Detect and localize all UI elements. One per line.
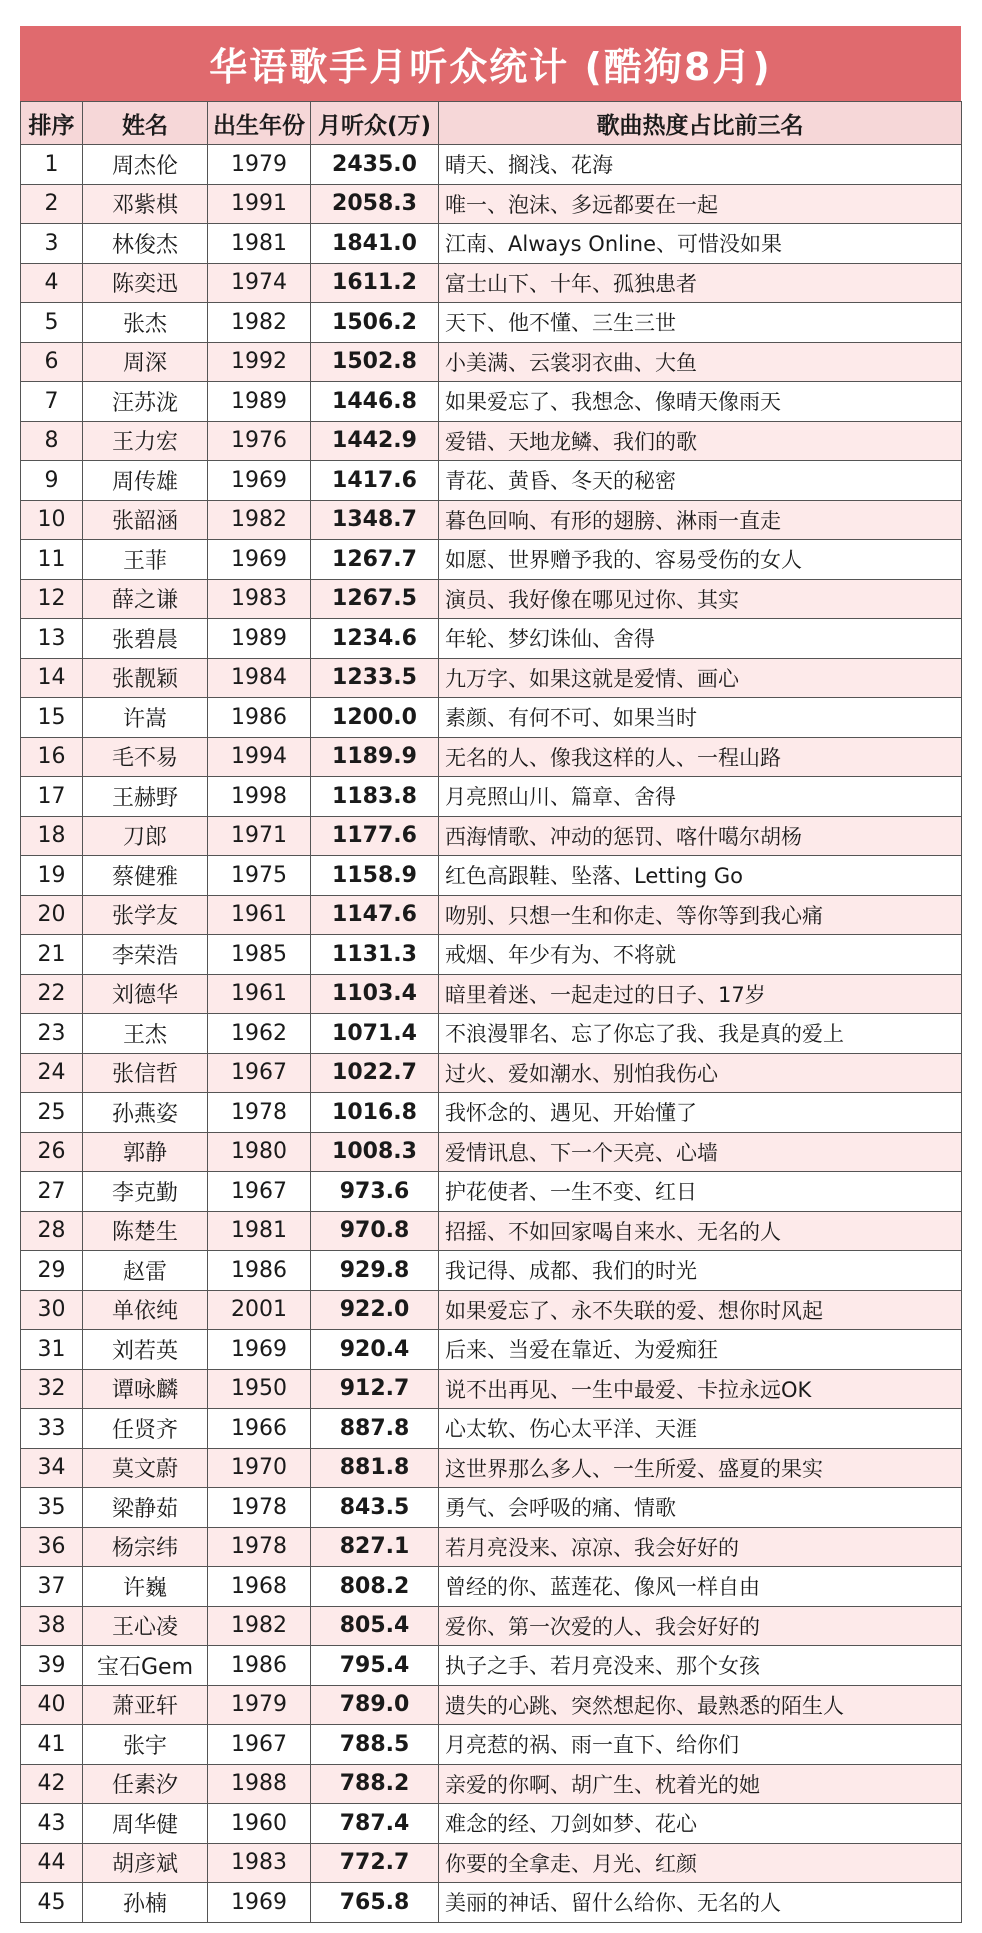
rank-cell: 19: [21, 856, 83, 896]
top-songs-cell: 西海情歌、冲动的惩罚、喀什噶尔胡杨: [439, 816, 962, 856]
birth-year-cell: 1994: [208, 737, 311, 777]
table-row: [21, 1251, 962, 1291]
birth-year-cell: 1967: [208, 1725, 311, 1765]
listeners-cell: 881.8: [311, 1448, 439, 1488]
birth-year-cell: 1988: [208, 1764, 311, 1804]
listeners-cell: 1267.7: [311, 540, 439, 580]
top-songs-cell: 爱你、第一次爱的人、我会好好的: [439, 1606, 962, 1646]
listeners-cell: 970.8: [311, 1211, 439, 1251]
top-songs-cell: 过火、爱如潮水、别怕我伤心: [439, 1053, 962, 1093]
table-row: [21, 1014, 962, 1054]
rank-cell: 37: [21, 1567, 83, 1607]
table-row: [21, 184, 962, 224]
birth-year-cell: 1967: [208, 1172, 311, 1212]
top-songs-cell: 招摇、不如回家喝自来水、无名的人: [439, 1211, 962, 1251]
top-songs-cell: 爱情讯息、下一个天亮、心墙: [439, 1132, 962, 1172]
rank-cell: 14: [21, 658, 83, 698]
name-cell: 张靓颖: [83, 658, 208, 698]
header-birth-year: 出生年份: [208, 102, 311, 145]
listeners-table: [20, 101, 962, 1923]
top-songs-cell: 青花、黄昏、冬天的秘密: [439, 461, 962, 501]
top-songs-cell: 如果爱忘了、永不失联的爱、想你时风起: [439, 1290, 962, 1330]
rank-cell: 11: [21, 540, 83, 580]
birth-year-cell: 1998: [208, 777, 311, 817]
birth-year-cell: 1969: [208, 540, 311, 580]
rank-cell: 31: [21, 1330, 83, 1370]
table-row: [21, 1409, 962, 1449]
name-cell: 张宇: [83, 1725, 208, 1765]
table-row: [21, 342, 962, 382]
top-songs-cell: 月亮惹的祸、雨一直下、给你们: [439, 1725, 962, 1765]
rank-cell: 42: [21, 1764, 83, 1804]
birth-year-cell: 1991: [208, 184, 311, 224]
table-row: [21, 737, 962, 777]
table-row: [21, 1764, 962, 1804]
birth-year-cell: 1984: [208, 658, 311, 698]
name-cell: 王力宏: [83, 421, 208, 461]
table-row: [21, 1211, 962, 1251]
top-songs-cell: 你要的全拿走、月光、红颜: [439, 1843, 962, 1883]
name-cell: 任素汐: [83, 1764, 208, 1804]
table-row: [21, 224, 962, 264]
birth-year-cell: 1992: [208, 342, 311, 382]
table-row: [21, 1843, 962, 1883]
listeners-cell: 1008.3: [311, 1132, 439, 1172]
rank-cell: 24: [21, 1053, 83, 1093]
name-cell: 许巍: [83, 1567, 208, 1607]
name-cell: 陈楚生: [83, 1211, 208, 1251]
birth-year-cell: 1974: [208, 263, 311, 303]
table-row: [21, 1804, 962, 1844]
rank-cell: 10: [21, 500, 83, 540]
name-cell: 周杰伦: [83, 145, 208, 185]
rank-cell: 25: [21, 1093, 83, 1133]
header-monthly-listeners: 月听众(万): [311, 102, 439, 145]
listeners-cell: 1103.4: [311, 974, 439, 1014]
name-cell: 周华健: [83, 1804, 208, 1844]
table-row: [21, 856, 962, 896]
rank-cell: 16: [21, 737, 83, 777]
listeners-cell: 922.0: [311, 1290, 439, 1330]
name-cell: 王菲: [83, 540, 208, 580]
table-row: [21, 1527, 962, 1567]
listeners-cell: 1841.0: [311, 224, 439, 264]
name-cell: 李克勤: [83, 1172, 208, 1212]
top-songs-cell: 年轮、梦幻诛仙、舍得: [439, 619, 962, 659]
birth-year-cell: 1978: [208, 1527, 311, 1567]
table-row: [21, 935, 962, 975]
birth-year-cell: 1950: [208, 1369, 311, 1409]
rank-cell: 30: [21, 1290, 83, 1330]
birth-year-cell: 1982: [208, 303, 311, 343]
listeners-cell: 787.4: [311, 1804, 439, 1844]
top-songs-cell: 执子之手、若月亮没来、那个女孩: [439, 1646, 962, 1686]
table-row: [21, 1883, 962, 1923]
listeners-cell: 973.6: [311, 1172, 439, 1212]
rank-cell: 45: [21, 1883, 83, 1923]
name-cell: 林俊杰: [83, 224, 208, 264]
birth-year-cell: 1989: [208, 382, 311, 422]
birth-year-cell: 1967: [208, 1053, 311, 1093]
top-songs-cell: 江南、Always Online、可惜没如果: [439, 224, 962, 264]
table-row: [21, 1290, 962, 1330]
rank-cell: 12: [21, 579, 83, 619]
birth-year-cell: 1969: [208, 1330, 311, 1370]
top-songs-cell: 唯一、泡沫、多远都要在一起: [439, 184, 962, 224]
rank-cell: 44: [21, 1843, 83, 1883]
rank-cell: 27: [21, 1172, 83, 1212]
rank-cell: 33: [21, 1409, 83, 1449]
rank-cell: 23: [21, 1014, 83, 1054]
birth-year-cell: 1986: [208, 1251, 311, 1291]
table-row: [21, 579, 962, 619]
listeners-cell: 1147.6: [311, 895, 439, 935]
top-songs-cell: 这世界那么多人、一生所爱、盛夏的果实: [439, 1448, 962, 1488]
listeners-cell: 920.4: [311, 1330, 439, 1370]
listeners-cell: 788.5: [311, 1725, 439, 1765]
rank-cell: 8: [21, 421, 83, 461]
listeners-cell: 1200.0: [311, 698, 439, 738]
name-cell: 莫文蔚: [83, 1448, 208, 1488]
rank-cell: 32: [21, 1369, 83, 1409]
name-cell: 王杰: [83, 1014, 208, 1054]
birth-year-cell: 1960: [208, 1804, 311, 1844]
name-cell: 薛之谦: [83, 579, 208, 619]
table-row: [21, 461, 962, 501]
listeners-cell: 1348.7: [311, 500, 439, 540]
top-songs-cell: 说不出再见、一生中最爱、卡拉永远OK: [439, 1369, 962, 1409]
top-songs-cell: 九万字、如果这就是爱情、画心: [439, 658, 962, 698]
birth-year-cell: 1989: [208, 619, 311, 659]
birth-year-cell: 1979: [208, 1685, 311, 1725]
table-row: [21, 421, 962, 461]
rank-cell: 3: [21, 224, 83, 264]
listeners-cell: 1417.6: [311, 461, 439, 501]
birth-year-cell: 1962: [208, 1014, 311, 1054]
birth-year-cell: 1986: [208, 1646, 311, 1686]
listeners-cell: 1183.8: [311, 777, 439, 817]
birth-year-cell: 1983: [208, 579, 311, 619]
name-cell: 汪苏泷: [83, 382, 208, 422]
rank-cell: 1: [21, 145, 83, 185]
listeners-cell: 795.4: [311, 1646, 439, 1686]
table-row: [21, 1448, 962, 1488]
name-cell: 王赫野: [83, 777, 208, 817]
name-cell: 刀郎: [83, 816, 208, 856]
name-cell: 蔡健雅: [83, 856, 208, 896]
table-row: [21, 1606, 962, 1646]
name-cell: 王心凌: [83, 1606, 208, 1646]
listeners-cell: 805.4: [311, 1606, 439, 1646]
name-cell: 周深: [83, 342, 208, 382]
rank-cell: 2: [21, 184, 83, 224]
name-cell: 毛不易: [83, 737, 208, 777]
birth-year-cell: 1981: [208, 224, 311, 264]
name-cell: 张杰: [83, 303, 208, 343]
birth-year-cell: 1978: [208, 1488, 311, 1528]
top-songs-cell: 暗里着迷、一起走过的日子、17岁: [439, 974, 962, 1014]
table-row: [21, 1725, 962, 1765]
listeners-cell: 1189.9: [311, 737, 439, 777]
rank-cell: 34: [21, 1448, 83, 1488]
name-cell: 邓紫棋: [83, 184, 208, 224]
birth-year-cell: 1975: [208, 856, 311, 896]
name-cell: 任贤齐: [83, 1409, 208, 1449]
listeners-cell: 1611.2: [311, 263, 439, 303]
top-songs-cell: 护花使者、一生不变、红日: [439, 1172, 962, 1212]
rank-cell: 20: [21, 895, 83, 935]
top-songs-cell: 若月亮没来、凉凉、我会好好的: [439, 1527, 962, 1567]
table-row: [21, 145, 962, 185]
birth-year-cell: 1970: [208, 1448, 311, 1488]
rank-cell: 41: [21, 1725, 83, 1765]
top-songs-cell: 后来、当爱在靠近、为爱痴狂: [439, 1330, 962, 1370]
listeners-cell: 1442.9: [311, 421, 439, 461]
birth-year-cell: 1961: [208, 895, 311, 935]
rank-cell: 28: [21, 1211, 83, 1251]
listeners-cell: 1022.7: [311, 1053, 439, 1093]
listeners-cell: 843.5: [311, 1488, 439, 1528]
rank-cell: 15: [21, 698, 83, 738]
name-cell: 孙楠: [83, 1883, 208, 1923]
rank-cell: 5: [21, 303, 83, 343]
listeners-cell: 1158.9: [311, 856, 439, 896]
top-songs-cell: 戒烟、年少有为、不将就: [439, 935, 962, 975]
birth-year-cell: 1985: [208, 935, 311, 975]
birth-year-cell: 1961: [208, 974, 311, 1014]
name-cell: 萧亚轩: [83, 1685, 208, 1725]
top-songs-cell: 暮色回响、有形的翅膀、淋雨一直走: [439, 500, 962, 540]
birth-year-cell: 1982: [208, 500, 311, 540]
table-row: [21, 1330, 962, 1370]
listeners-cell: 788.2: [311, 1764, 439, 1804]
top-songs-cell: 天下、他不懂、三生三世: [439, 303, 962, 343]
listeners-cell: 1131.3: [311, 935, 439, 975]
top-songs-cell: 爱错、天地龙鳞、我们的歌: [439, 421, 962, 461]
name-cell: 赵雷: [83, 1251, 208, 1291]
table-row: [21, 382, 962, 422]
name-cell: 张韶涵: [83, 500, 208, 540]
name-cell: 孙燕姿: [83, 1093, 208, 1133]
name-cell: 郭静: [83, 1132, 208, 1172]
header-rank: 排序: [21, 102, 83, 145]
top-songs-cell: 无名的人、像我这样的人、一程山路: [439, 737, 962, 777]
table-row: [21, 658, 962, 698]
top-songs-cell: 遗失的心跳、突然想起你、最熟悉的陌生人: [439, 1685, 962, 1725]
name-cell: 刘德华: [83, 974, 208, 1014]
name-cell: 李荣浩: [83, 935, 208, 975]
name-cell: 刘若英: [83, 1330, 208, 1370]
listeners-cell: 1233.5: [311, 658, 439, 698]
table-row: [21, 1093, 962, 1133]
table-row: [21, 1369, 962, 1409]
listeners-cell: 1071.4: [311, 1014, 439, 1054]
name-cell: 谭咏麟: [83, 1369, 208, 1409]
name-cell: 周传雄: [83, 461, 208, 501]
listeners-cell: 1267.5: [311, 579, 439, 619]
table-row: [21, 1646, 962, 1686]
name-cell: 张信哲: [83, 1053, 208, 1093]
table-body: [21, 145, 962, 1923]
rank-cell: 43: [21, 1804, 83, 1844]
rank-cell: 18: [21, 816, 83, 856]
top-songs-cell: 亲爱的你啊、胡广生、枕着光的她: [439, 1764, 962, 1804]
top-songs-cell: 如果爱忘了、我想念、像晴天像雨天: [439, 382, 962, 422]
listeners-cell: 772.7: [311, 1843, 439, 1883]
birth-year-cell: 1978: [208, 1093, 311, 1133]
top-songs-cell: 勇气、会呼吸的痛、情歌: [439, 1488, 962, 1528]
top-songs-cell: 曾经的你、蓝莲花、像风一样自由: [439, 1567, 962, 1607]
table-row: [21, 1053, 962, 1093]
top-songs-cell: 如愿、世界赠予我的、容易受伤的女人: [439, 540, 962, 580]
header-top-songs: 歌曲热度占比前三名: [439, 102, 962, 145]
listeners-cell: 1506.2: [311, 303, 439, 343]
rank-cell: 22: [21, 974, 83, 1014]
birth-year-cell: 1983: [208, 1843, 311, 1883]
table-row: [21, 698, 962, 738]
rank-cell: 35: [21, 1488, 83, 1528]
rank-cell: 38: [21, 1606, 83, 1646]
listeners-cell: 912.7: [311, 1369, 439, 1409]
listeners-cell: 929.8: [311, 1251, 439, 1291]
birth-year-cell: 1969: [208, 461, 311, 501]
rank-cell: 6: [21, 342, 83, 382]
birth-year-cell: 1969: [208, 1883, 311, 1923]
birth-year-cell: 1980: [208, 1132, 311, 1172]
name-cell: 陈奕迅: [83, 263, 208, 303]
rank-cell: 26: [21, 1132, 83, 1172]
table-row: [21, 263, 962, 303]
birth-year-cell: 1986: [208, 698, 311, 738]
top-songs-cell: 月亮照山川、篇章、舍得: [439, 777, 962, 817]
listeners-cell: 1177.6: [311, 816, 439, 856]
table-row: [21, 619, 962, 659]
listeners-cell: 808.2: [311, 1567, 439, 1607]
table-row: [21, 895, 962, 935]
birth-year-cell: 1982: [208, 1606, 311, 1646]
table-row: [21, 1172, 962, 1212]
top-songs-cell: 我怀念的、遇见、开始懂了: [439, 1093, 962, 1133]
table-row: [21, 540, 962, 580]
rank-cell: 17: [21, 777, 83, 817]
name-cell: 杨宗纬: [83, 1527, 208, 1567]
name-cell: 单依纯: [83, 1290, 208, 1330]
top-songs-cell: 难念的经、刀剑如梦、花心: [439, 1804, 962, 1844]
top-songs-cell: 晴天、搁浅、花海: [439, 145, 962, 185]
listeners-cell: 1446.8: [311, 382, 439, 422]
name-cell: 胡彦斌: [83, 1843, 208, 1883]
table-row: [21, 1132, 962, 1172]
birth-year-cell: 2001: [208, 1290, 311, 1330]
listeners-cell: 2435.0: [311, 145, 439, 185]
table-row: [21, 303, 962, 343]
table-row: [21, 816, 962, 856]
top-songs-cell: 美丽的神话、留什么给你、无名的人: [439, 1883, 962, 1923]
top-songs-cell: 吻别、只想一生和你走、等你等到我心痛: [439, 895, 962, 935]
name-cell: 张学友: [83, 895, 208, 935]
rank-cell: 4: [21, 263, 83, 303]
listeners-cell: 1502.8: [311, 342, 439, 382]
table-row: [21, 1685, 962, 1725]
listeners-cell: 1234.6: [311, 619, 439, 659]
table-row: [21, 777, 962, 817]
rank-cell: 29: [21, 1251, 83, 1291]
top-songs-cell: 不浪漫罪名、忘了你忘了我、我是真的爱上: [439, 1014, 962, 1054]
listeners-cell: 827.1: [311, 1527, 439, 1567]
name-cell: 宝石Gem: [83, 1646, 208, 1686]
rank-cell: 21: [21, 935, 83, 975]
birth-year-cell: 1968: [208, 1567, 311, 1607]
name-cell: 许嵩: [83, 698, 208, 738]
name-cell: 梁静茹: [83, 1488, 208, 1528]
listeners-cell: 887.8: [311, 1409, 439, 1449]
top-songs-cell: 心太软、伤心太平洋、天涯: [439, 1409, 962, 1449]
table-row: [21, 974, 962, 1014]
listeners-cell: 789.0: [311, 1685, 439, 1725]
top-songs-cell: 演员、我好像在哪见过你、其实: [439, 579, 962, 619]
birth-year-cell: 1971: [208, 816, 311, 856]
rank-cell: 7: [21, 382, 83, 422]
rank-cell: 9: [21, 461, 83, 501]
birth-year-cell: 1981: [208, 1211, 311, 1251]
rank-cell: 40: [21, 1685, 83, 1725]
rank-cell: 39: [21, 1646, 83, 1686]
top-songs-cell: 素颜、有何不可、如果当时: [439, 698, 962, 738]
birth-year-cell: 1976: [208, 421, 311, 461]
table-row: [21, 1488, 962, 1528]
top-songs-cell: 小美满、云裳羽衣曲、大鱼: [439, 342, 962, 382]
top-songs-cell: 红色高跟鞋、坠落、Letting Go: [439, 856, 962, 896]
header-name: 姓名: [83, 102, 208, 145]
top-songs-cell: 富士山下、十年、孤独患者: [439, 263, 962, 303]
table-row: [21, 1567, 962, 1607]
table-row: [21, 500, 962, 540]
page-title: 华语歌手月听众统计 (酷狗8月): [20, 26, 961, 101]
listeners-cell: 1016.8: [311, 1093, 439, 1133]
listeners-cell: 2058.3: [311, 184, 439, 224]
listeners-cell: 765.8: [311, 1883, 439, 1923]
rank-cell: 13: [21, 619, 83, 659]
rank-cell: 36: [21, 1527, 83, 1567]
table-header-row: [21, 102, 962, 145]
birth-year-cell: 1966: [208, 1409, 311, 1449]
name-cell: 张碧晨: [83, 619, 208, 659]
top-songs-cell: 我记得、成都、我们的时光: [439, 1251, 962, 1291]
birth-year-cell: 1979: [208, 145, 311, 185]
